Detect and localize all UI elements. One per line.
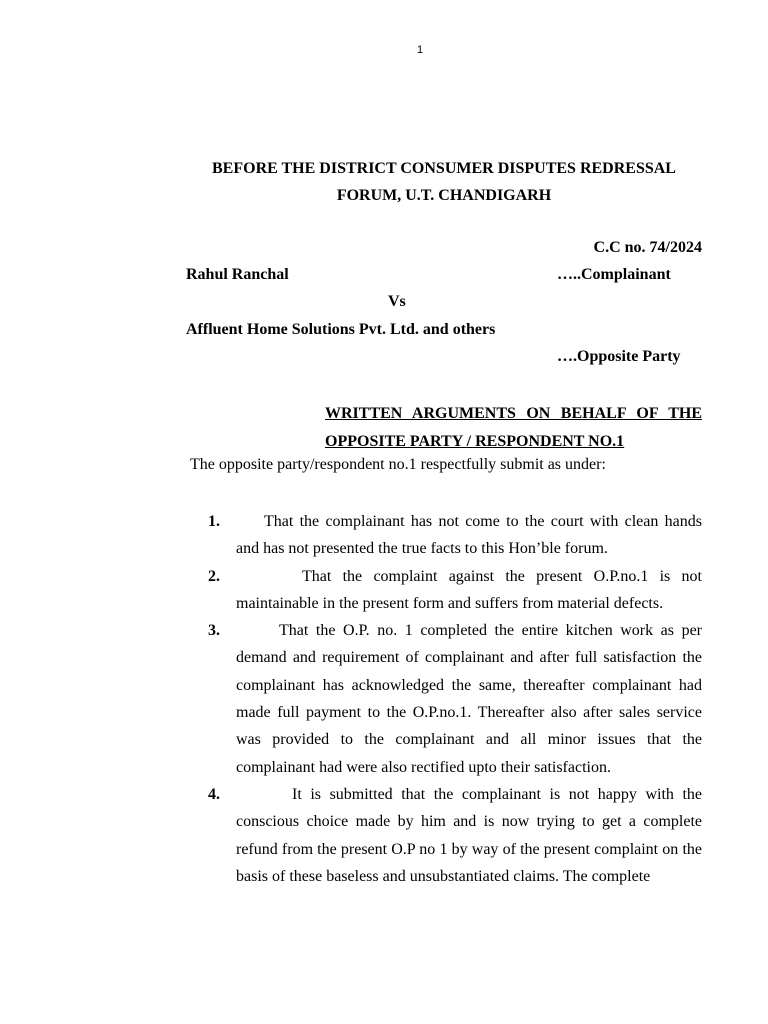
point-text: That the O.P. no. 1 completed the entire kitchen work as per demand and requirement of complainant and after full satisfaction the complainant has acknowledged the same, thereafter complainant had made full payment to the O.P.no.1. Thereafter also after sales service was provided to the complainant and all minor issues that the complainant had were also rectified upto their satisfaction. <box>236 622 702 776</box>
point-item <box>186 508 702 563</box>
point-item <box>186 563 702 618</box>
heading-line-2: OPPOSITE PARTY / RESPONDENT NO.1 <box>325 432 625 450</box>
point-number: 3. <box>208 622 220 640</box>
complainant-role: …..Complainant <box>557 266 671 283</box>
heading-line-1: WRITTEN ARGUMENTS ON BEHALF OF THE <box>325 405 702 422</box>
court-title-line-2: FORUM, U.T. CHANDIGARH <box>336 187 552 204</box>
point-number: 2. <box>208 567 220 585</box>
opposite-party-name: Affluent Home Solutions Pvt. Ltd. and others <box>186 321 496 338</box>
point-item <box>186 781 702 890</box>
point-text: That the complainant has not come to the court with clean hands and has not presented the true facts to this Hon’ble forum. <box>236 513 702 558</box>
court-title <box>186 155 702 209</box>
point-text: It is submitted that the complainant is not happy with the conscious choice made by him and is now trying to get a complete refund from the present O.P no 1 by way of the present complaint on the basis of these baseless and unsubstantiated claims. The complete <box>236 785 702 885</box>
point-number: 4. <box>208 785 220 803</box>
point-number: 1. <box>208 513 220 530</box>
page-number: 1 <box>416 44 424 56</box>
numbered-points-list <box>186 508 702 890</box>
point-item <box>186 617 702 781</box>
opposite-party-role: ….Opposite Party <box>557 348 681 365</box>
case-number: C.C no. 74/2024 <box>593 239 702 256</box>
document-heading <box>325 400 702 455</box>
court-title-line-1: BEFORE THE DISTRICT CONSUMER DISPUTES REDRESSAL <box>212 160 676 177</box>
point-text: That the complaint against the present O.P.no.1 is not maintainable in the present form and suffers from material defects. <box>236 567 702 612</box>
versus-label: Vs <box>388 293 406 310</box>
complainant-name: Rahul Ranchal <box>186 266 289 283</box>
intro-paragraph: The opposite party/respondent no.1 respectfully submit as under: <box>190 456 606 473</box>
